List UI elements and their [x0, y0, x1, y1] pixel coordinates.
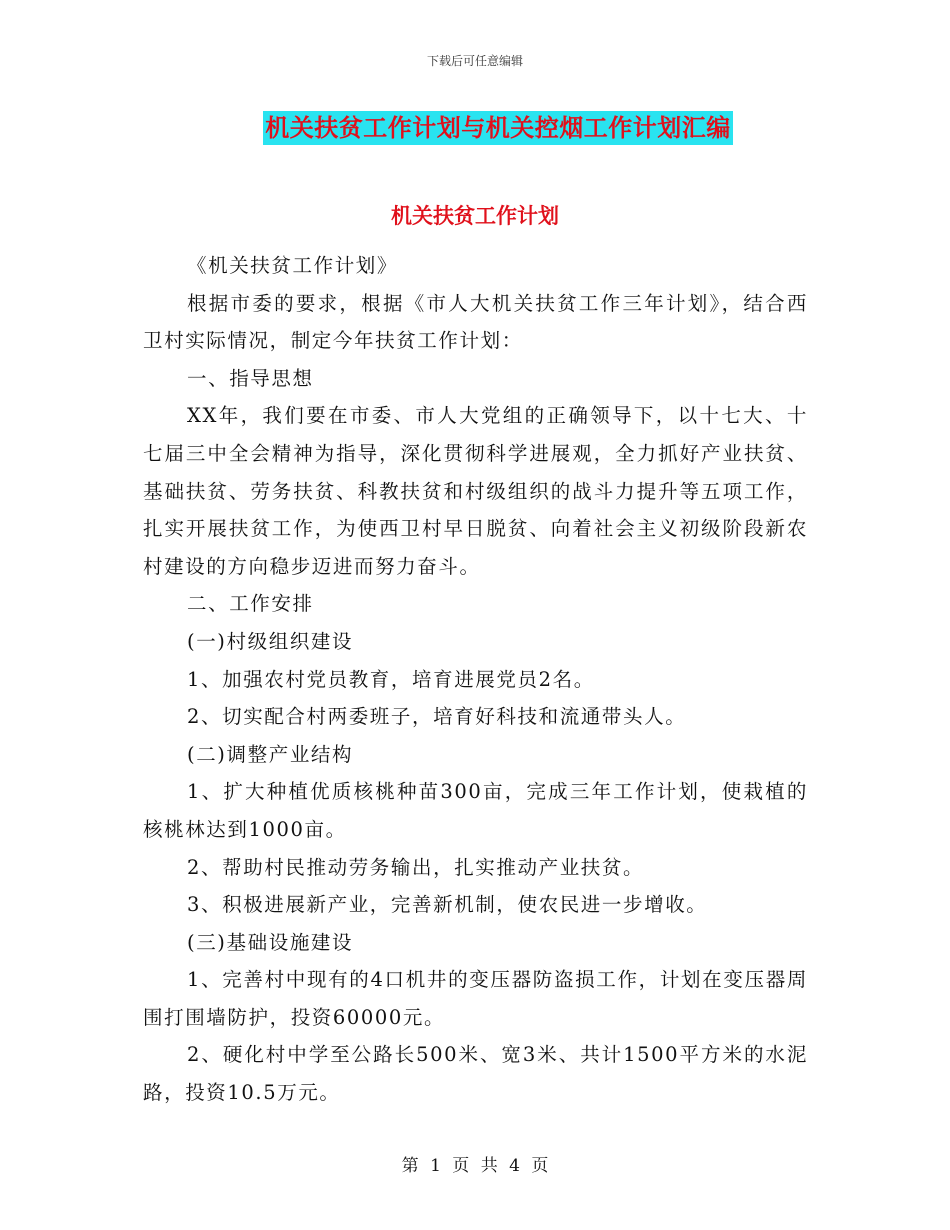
paragraph: XX年，我们要在市委、市人大党组的正确领导下，以十七大、十七届三中全会精神为指导，深化贯彻科学进展观，全力抓好产业扶贫、基础扶贫、劳务扶贫、科教扶贫和村级组织的战斗力提升等五项工作，扎实开展扶贫工作，为使西卫村早日脱贫、向着社会主义初级阶段新农村建设的方向稳步迈进而努力奋斗。	[143, 404, 808, 578]
document-body	[143, 247, 808, 1112]
page-footer: 第 1 页 共 4 页	[401, 1156, 549, 1176]
main-title: 机关扶贫工作计划与机关控烟工作计划汇编	[263, 111, 733, 145]
header-note: 下载后可任意编辑	[426, 54, 523, 68]
paragraph: 1、加强农村党员教育，培育进展党员2名。	[187, 667, 595, 691]
paragraph: 2、硬化村中学至公路长500米、宽3米、共计1500平方米的水泥路，投资10.5万元。	[143, 1043, 808, 1105]
paragraph: 《机关扶贫工作计划》	[187, 254, 399, 277]
paragraph: 1、扩大种植优质核桃种苗300亩，完成三年工作计划，使栽植的核桃林达到1000亩。	[143, 780, 808, 841]
paragraph: 2、切实配合村两委班子，培育好科技和流通带头人。	[187, 705, 687, 729]
paragraph: 二、工作安排	[187, 592, 314, 616]
paragraph: (三)基础设施建设	[187, 930, 354, 954]
paragraph: 根据市委的要求，根据《市人大机关扶贫工作三年计划》，结合西卫村实际情况，制定今年扶贫工作计划：	[143, 291, 808, 353]
main-title-container	[0, 111, 950, 145]
paragraph: (二)调整产业结构	[187, 742, 354, 766]
section-title: 机关扶贫工作计划	[391, 204, 559, 228]
paragraph: 3、积极进展新产业，完善新机制，使农民进一步增收。	[187, 893, 708, 917]
paragraph: 一、指导思想	[187, 366, 314, 390]
paragraph: 1、完善村中现有的4口机井的变压器防盗损工作，计划在变压器周围打围墙防护，投资60000元。	[143, 968, 808, 1029]
paragraph: 2、帮助村民推动劳务输出，扎实推动产业扶贫。	[187, 855, 645, 879]
paragraph: (一)村级组织建设	[187, 629, 354, 653]
